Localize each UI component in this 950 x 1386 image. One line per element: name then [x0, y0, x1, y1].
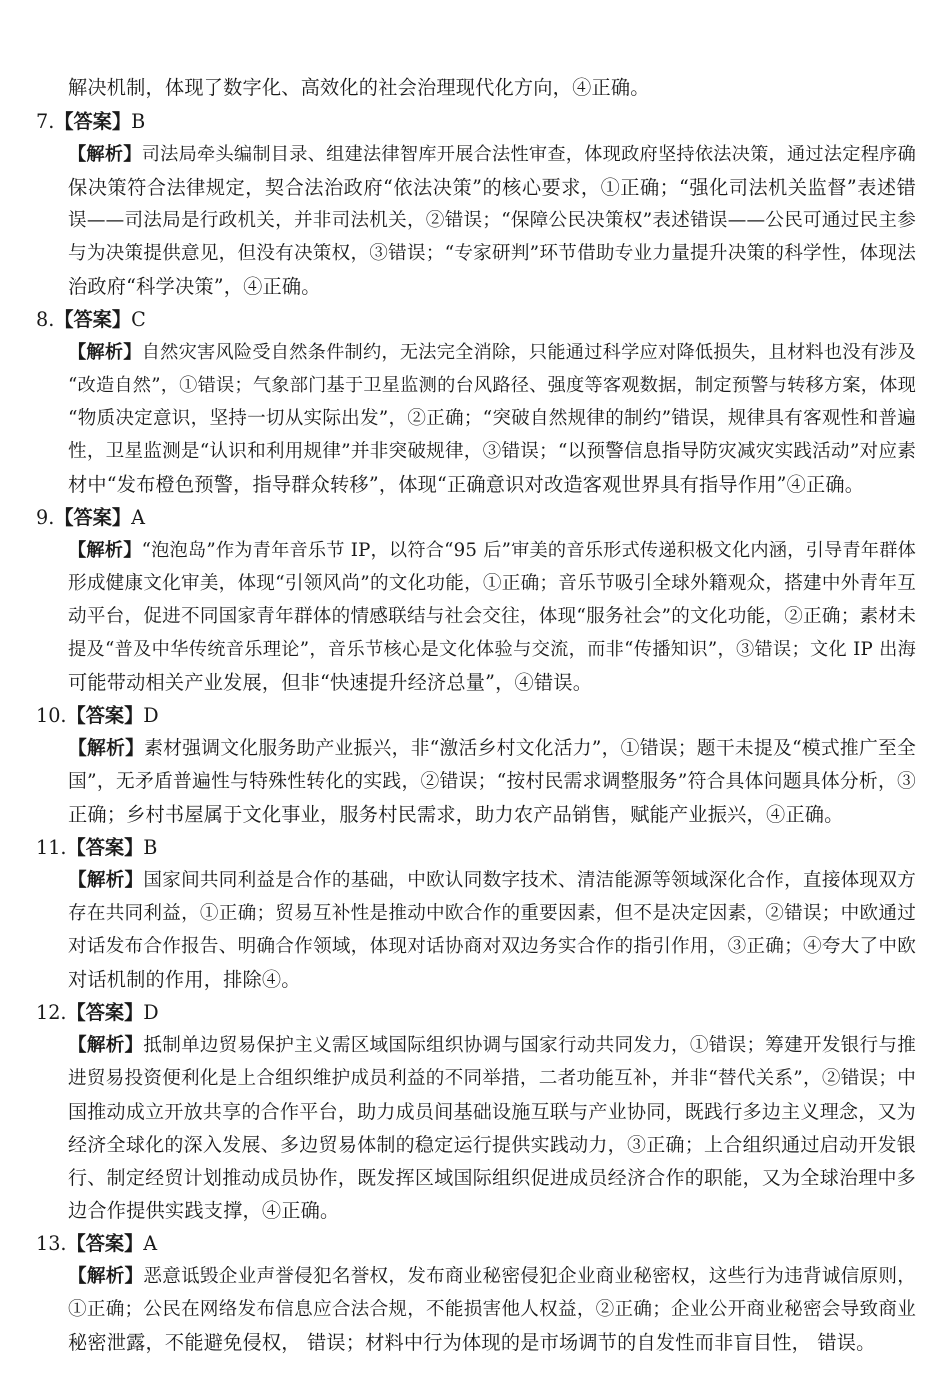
analysis-line: 国”，无矛盾普遍性与特殊性转化的实践，②错误；“按村民需求调整服务”符合具体问题具体分析，③: [68, 771, 916, 792]
question-13-answer-row: [36, 1232, 157, 1256]
analysis-line: ①正确；公民在网络发布信息应合法合规，不能损害他人权益，②正确；企业公开商业秘密会导致商业: [68, 1299, 916, 1320]
analysis-line: 形成健康文化审美，体现“引领风尚”的文化功能，①正确；音乐节吸引全球外籍观众，搭建中外青年互: [68, 573, 916, 594]
analysis-line: 秘密泄露，不能避免侵权， 错误；材料中行为体现的是市场调节的自发性而非盲目性， 错误。: [68, 1331, 876, 1354]
analysis-line: 存在共同利益，①正确；贸易互补性是推动中欧合作的重要因素，但不是决定因素，②错误；中欧通过: [68, 903, 916, 924]
question-11-answer-row: [36, 836, 157, 860]
analysis-line: 经济全球化的深入发展、多边贸易体制的稳定运行提供实践动力，③正确；上合组织通过启动开发银: [68, 1134, 916, 1156]
answer-label: 【答案】: [54, 110, 132, 133]
analysis-line: 【解析】素材强调文化服务助产业振兴，非“激活乡村文化活力”，①错误；题干未提及“模式推广至全: [68, 738, 916, 759]
analysis-line: 误——司法局是行政机关，并非司法机关，②错误；“保障公民决策权”表述错误——公民可通过民主参: [68, 210, 916, 231]
analysis-line: 【解析】自然灾害风险受自然条件制约，无法完全消除，只能通过科学应对降低损失，且材料也没有涉及: [68, 342, 916, 363]
answer-value: D: [143, 1001, 159, 1024]
intro-line: 解决机制，体现了数字化、高效化的社会治理现代化方向，④正确。: [68, 76, 650, 99]
answer-label: 【答案】: [66, 836, 144, 859]
analysis-label: 【解析】: [68, 738, 145, 759]
analysis-line: 材中“发布橙色预警，指导群众转移”，体现“正确意识对改造客观世界具有指导作用”④正确。: [68, 473, 865, 496]
answer-value: A: [143, 1232, 158, 1255]
question-9-answer-row: [36, 506, 145, 530]
analysis-line: 与为决策提供意见，但没有决策权，③错误；“专家研判”环节借助专业力量提升决策的科学性，体现法: [68, 243, 916, 264]
answer-value: B: [131, 110, 146, 133]
answer-label: 【答案】: [54, 308, 132, 331]
analysis-line: 动平台，促进不同国家青年群体的情感联结与社会交往，体现“服务社会”的文化功能，②正确；素材未: [68, 606, 916, 627]
analysis-label: 【解析】: [68, 870, 144, 891]
analysis-line: 国推动成立开放共享的合作平台，助力成员间基础设施互联与产业协同，既践行多边主义理念，又为: [68, 1101, 916, 1123]
answer-value: B: [143, 836, 158, 859]
answer-label: 【答案】: [66, 704, 144, 727]
question-number: 12.: [36, 1001, 67, 1024]
analysis-label: 【解析】: [68, 1266, 144, 1287]
question-number: 8.: [36, 308, 55, 331]
analysis-line: “改造自然”，①错误；气象部门基于卫星监测的台风路径、强度等客观数据，制定预警与转移方案，体现: [68, 375, 916, 396]
question-number: 11.: [36, 836, 67, 859]
analysis-label: 【解析】: [68, 342, 142, 363]
analysis-line: 正确；乡村书屋属于文化事业，服务村民需求，助力农产品销售，赋能产业振兴，④正确。: [68, 803, 844, 826]
analysis-line: 提及“普及中华传统音乐理论”，音乐节核心是文化体验与交流，而非“传播知识”，③错误；文化 IP 出海: [68, 639, 916, 660]
analysis-line: 对话发布合作报告、明确合作领域，体现对话协商对双边务实合作的指引作用，③正确；④夸大了中欧: [68, 936, 916, 957]
answer-value: D: [143, 704, 159, 727]
answer-label: 【答案】: [66, 1001, 144, 1024]
analysis-line: 【解析】司法局牵头编制目录、组建法律智库开展合法性审查，体现政府坚持依法决策，通过法定程序确: [68, 144, 916, 165]
question-number: 7.: [36, 110, 55, 133]
analysis-line: 【解析】恶意诋毁企业声誉侵犯名誉权，发布商业秘密侵犯企业商业秘密权，这些行为违背诚信原则，: [68, 1266, 916, 1287]
analysis-line: 【解析】抵制单边贸易保护主义需区域国际组织协调与国家行动共同发力，①错误；筹建开发银行与推: [68, 1035, 916, 1056]
question-7-answer-row: [36, 110, 145, 134]
question-number: 9.: [36, 506, 55, 529]
analysis-line: “物质决定意识，坚持一切从实际出发”，②正确；“突破自然规律的制约”错误，规律具有客观性和普遍: [68, 408, 916, 429]
answer-label: 【答案】: [54, 506, 132, 529]
analysis-line: 边合作提供实践支撑，④正确。: [68, 1199, 340, 1222]
analysis-line: 治政府“科学决策”，④正确。: [68, 275, 321, 298]
analysis-line: 行、制定经贸计划推动成员协作，既发挥区域国际组织促进成员经济合作的职能，又为全球治理中多: [68, 1167, 916, 1189]
question-8-answer-row: [36, 308, 146, 332]
analysis-line: 对话机制的作用，排除④。: [68, 968, 301, 991]
answer-value: C: [131, 308, 146, 331]
answer-value: A: [131, 506, 145, 529]
analysis-label: 【解析】: [68, 540, 142, 561]
question-10-answer-row: [36, 704, 159, 728]
question-number: 13.: [36, 1232, 67, 1255]
analysis-line: 【解析】国家间共同利益是合作的基础，中欧认同数字技术、清洁能源等领域深化合作，直接体现双方: [68, 870, 916, 891]
analysis-label: 【解析】: [68, 144, 142, 165]
answer-label: 【答案】: [66, 1232, 144, 1255]
analysis-line: 进贸易投资便利化是上合组织维护成员利益的不同举措，二者功能互补，并非“替代关系”，②错误；中: [68, 1068, 916, 1089]
question-12-answer-row: [36, 1001, 159, 1025]
analysis-line: 【解析】“泡泡岛”作为青年音乐节 IP，以符合“95 后”审美的音乐形式传递积极文化内涵，引导青年群体: [68, 540, 916, 561]
question-number: 10.: [36, 704, 67, 727]
analysis-line: 保决策符合法律规定，契合法治政府“依法决策”的核心要求，①正确；“强化司法机关监督”表述错: [68, 176, 916, 199]
analysis-line: 可能带动相关产业发展，但非“快速提升经济总量”，④错误。: [68, 671, 593, 694]
analysis-line: 性，卫星监测是“认识和利用规律”并非突破规律，③错误；“以预警信息指导防灾减灾实践活动”对应素: [68, 441, 916, 462]
analysis-label: 【解析】: [68, 1035, 144, 1056]
